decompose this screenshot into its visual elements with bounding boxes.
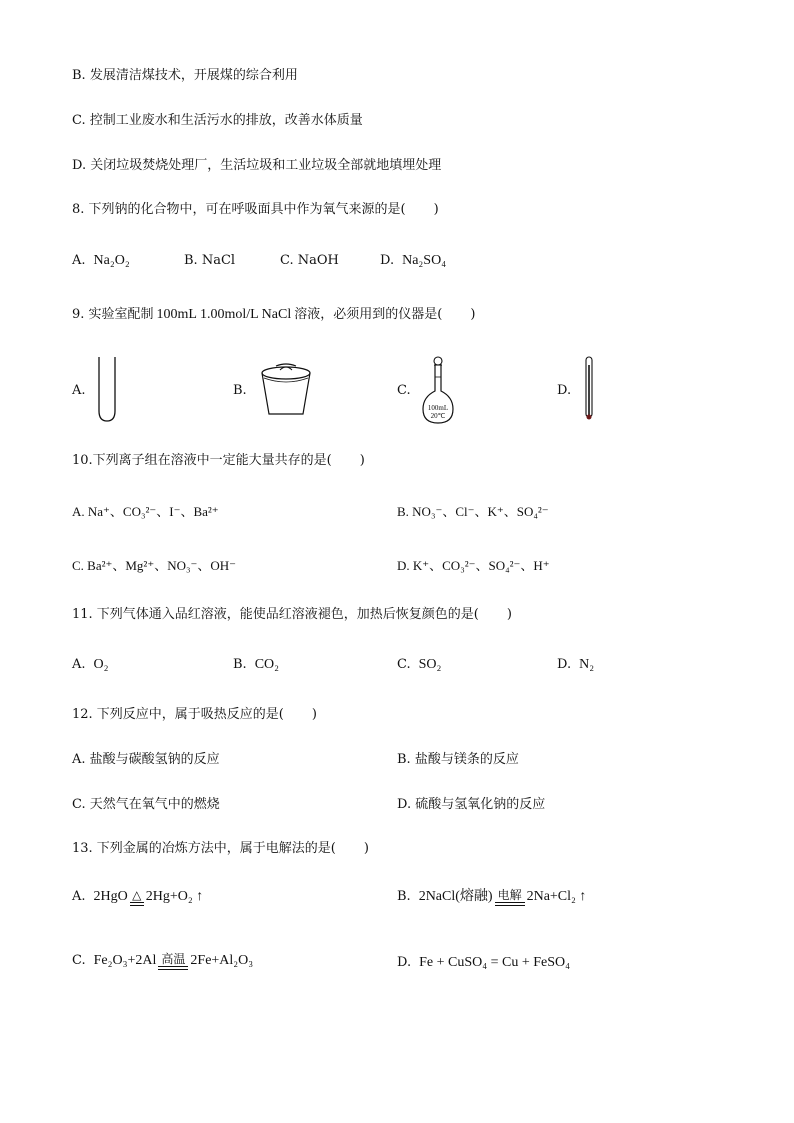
q13-option-c-left: Fe₂O₃+2Al — [93, 953, 157, 968]
q8-option-b: B. NaCl — [184, 253, 236, 268]
q11-option-a-label: A. — [72, 657, 86, 672]
q13-option-a-arrow — [130, 888, 144, 906]
q13-stem-close: ) — [363, 841, 369, 856]
q11-stem-close: ) — [506, 607, 512, 622]
q10-option-a: A. Na⁺、CO₃²⁻、I⁻、Ba²⁺ — [72, 504, 219, 519]
q9-option-b-label: B. — [233, 383, 247, 398]
q8-stem-text: 8. 下列钠的化合物中，可在呼吸面具中作为氧气来源的是( — [72, 202, 406, 217]
q8-option-d — [380, 252, 446, 270]
q9-option-d-label: D. — [557, 383, 572, 398]
q7-option-b: B. 发展清洁煤技术，开展煤的综合利用 — [72, 68, 298, 83]
q7-option-d: D. 关闭垃圾焚烧处理厂，生活垃圾和工业垃圾全部就地填埋处理 — [72, 158, 442, 173]
q13-option-d — [397, 954, 570, 972]
q13-option-b — [397, 882, 586, 912]
test-tube-icon — [96, 355, 118, 423]
q13-option-a-label: A. — [72, 889, 86, 904]
q11-option-c-formula: SO₂ — [418, 657, 442, 672]
q13-option-a-condition: △ — [132, 887, 142, 902]
q10-option-b: B. NO₃⁻、Cl⁻、K⁺、SO₄²⁻ — [397, 504, 549, 519]
q13-option-d-label: D. — [397, 955, 412, 970]
q9-option-c-label: C. — [397, 383, 411, 398]
q10-option-c: C. Ba²⁺、Mg²⁺、NO₃⁻、OH⁻ — [72, 558, 236, 573]
q13-option-d-equation: Fe + CuSO₄ = Cu + FeSO₄ — [419, 955, 571, 970]
q9-option-a-label: A. — [72, 383, 86, 398]
q13-option-b-left: 2NaCl(熔融) — [418, 889, 493, 904]
q12-option-c: C. 天然气在氧气中的燃烧 — [72, 797, 220, 812]
q11-option-d-label: D. — [557, 657, 572, 672]
q13-option-b-arrow — [495, 888, 525, 906]
q13-option-b-right: 2Na+Cl₂ ↑ — [526, 889, 587, 904]
q13-stem-text: 13. 下列金属的冶炼方法中，属于电解法的是( — [72, 841, 336, 856]
q13-option-a-left: 2HgO — [93, 889, 128, 904]
q13-option-a-right: 2Hg+O₂ ↑ — [145, 889, 204, 904]
q8-option-d-formula: Na₂SO₄ — [402, 253, 447, 268]
q12-option-d: D. 硫酸与氢氧化钠的反应 — [397, 797, 546, 812]
q11-option-d-formula: N₂ — [579, 657, 595, 672]
q13-option-c-label: C. — [72, 953, 86, 968]
q13-option-c-condition: 高温 — [161, 951, 186, 966]
q11-option-d — [557, 656, 594, 674]
q9-stem-b: 溶液，必须用到的仪器是( — [294, 307, 443, 322]
q11-stem-text: 11. 下列气体通入品红溶液，能使品红溶液褪色，加热后恢复颜色的是( — [72, 607, 479, 622]
q11-option-c-label: C. — [397, 657, 411, 672]
crucible-icon — [258, 360, 314, 418]
q12-stem-close: ) — [311, 707, 317, 722]
q11-option-c — [397, 656, 441, 674]
q9-stem — [72, 306, 475, 324]
q8-option-a-label: A. — [72, 253, 86, 268]
q11-option-b-label: B. — [233, 657, 247, 672]
q11-option-b-formula: CO₂ — [254, 657, 280, 672]
thermometer-icon — [582, 355, 596, 423]
volumetric-flask-icon — [420, 355, 456, 425]
flask-label-volume: 100mL — [427, 404, 449, 412]
q10-stem-text: 10.下列离子组在溶液中一定能大量共存的是( — [72, 453, 332, 468]
q10-stem — [72, 452, 365, 470]
q11-option-b — [233, 656, 279, 674]
q13-option-a — [72, 882, 203, 912]
q9-stem-a: 9. 实验室配制 — [72, 307, 154, 322]
q13-option-b-condition: 电解 — [497, 887, 522, 902]
q7-option-c: C. 控制工业废水和生活污水的排放，改善水体质量 — [72, 113, 363, 128]
flask-label-temp: 20℃ — [430, 412, 446, 420]
q8-option-c: C. NaOH — [280, 253, 339, 268]
q10-stem-close: ) — [359, 453, 365, 468]
q13-option-c-right: 2Fe+Al₂O₃ — [190, 953, 254, 968]
q8-option-a-formula: Na₂O₂ — [93, 253, 130, 268]
q13-option-b-label: B. — [397, 889, 411, 904]
q9-stem-formula: 100mL 1.00mol/L NaCl — [156, 307, 292, 322]
q13-stem — [72, 840, 369, 858]
q12-stem-text: 12. 下列反应中，属于吸热反应的是( — [72, 707, 284, 722]
q9-stem-close: ) — [470, 307, 476, 322]
q8-option-d-label: D. — [380, 253, 395, 268]
q8-stem — [72, 201, 439, 219]
q13-option-c — [72, 946, 253, 976]
q12-option-a: A. 盐酸与碳酸氢钠的反应 — [72, 752, 220, 767]
q10-option-d: D. K⁺、CO₃²⁻、SO₄²⁻、H⁺ — [397, 558, 550, 573]
q12-option-b: B. 盐酸与镁条的反应 — [397, 752, 519, 767]
q11-option-a-formula: O₂ — [93, 657, 109, 672]
q11-stem — [72, 606, 512, 624]
q11-option-a — [72, 656, 109, 674]
q8-stem-close: ) — [433, 202, 439, 217]
q13-option-c-arrow — [158, 952, 188, 970]
q8-option-a — [72, 252, 130, 270]
q12-stem — [72, 706, 317, 724]
